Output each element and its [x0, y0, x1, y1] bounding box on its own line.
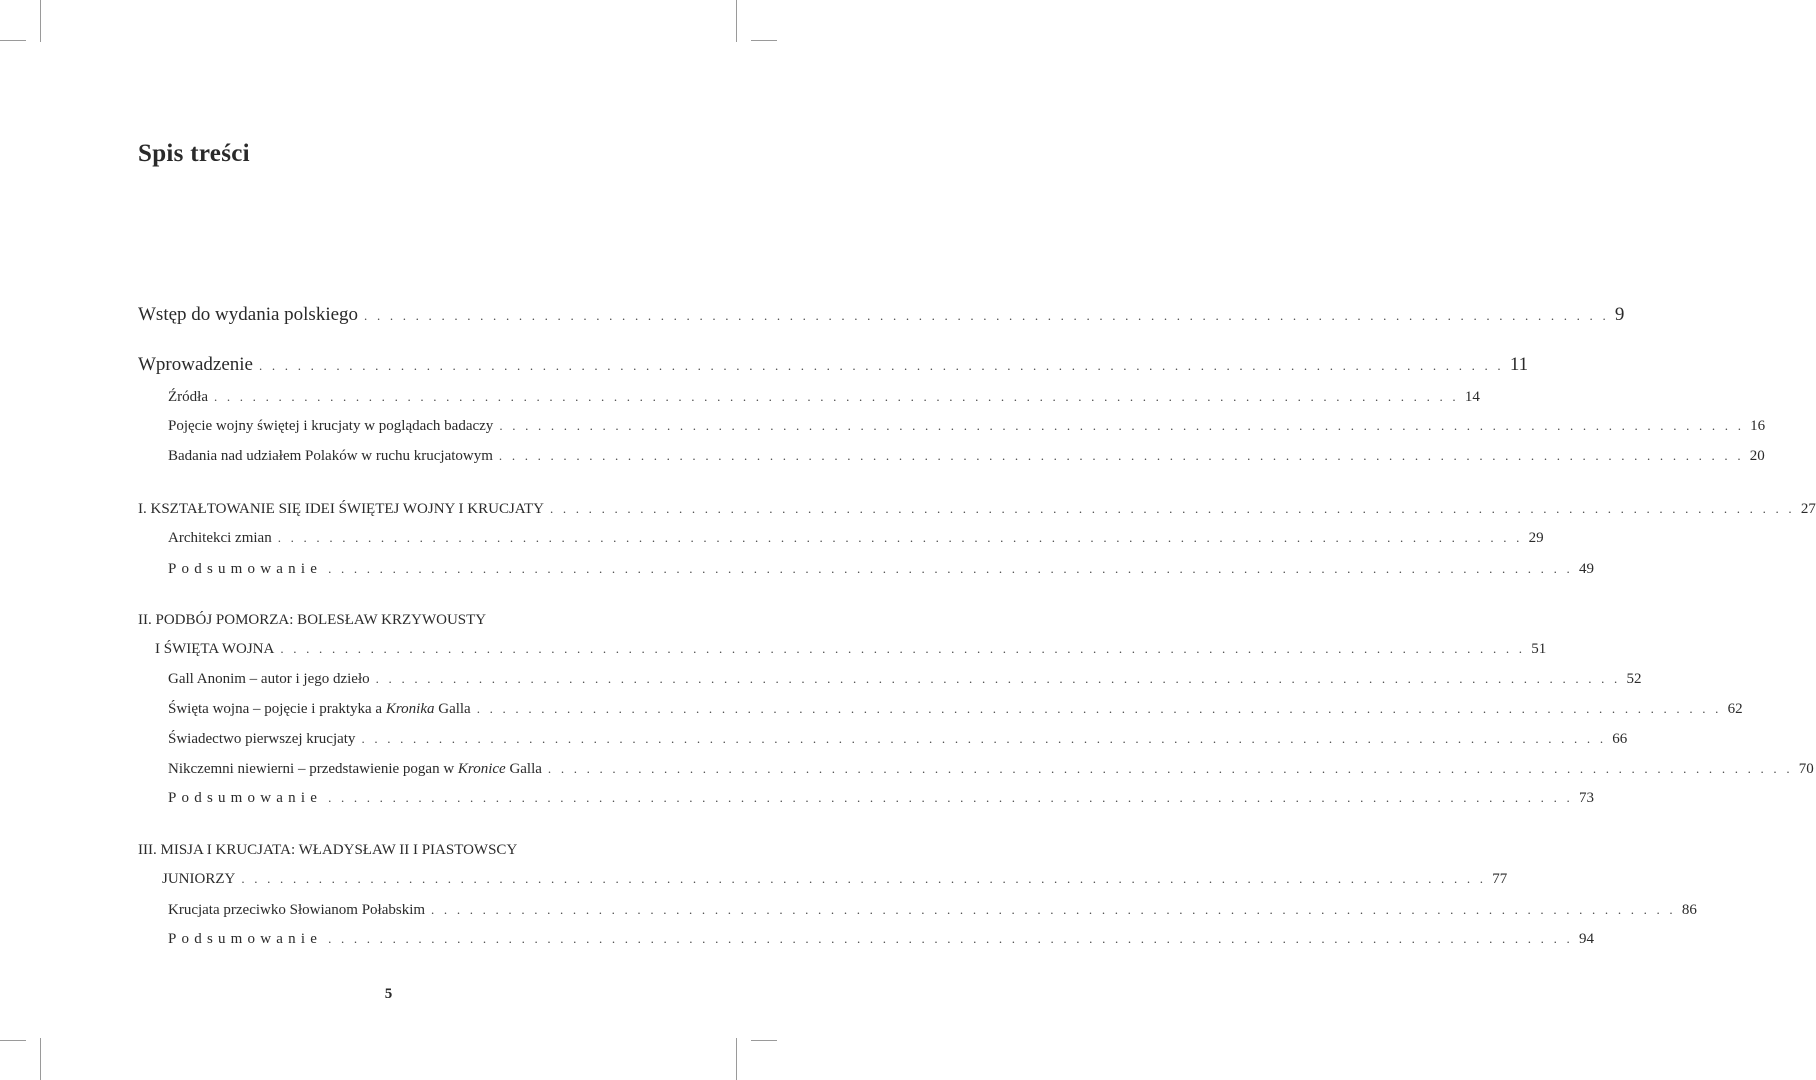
toc-entry-podsumowanie-2[interactable]	[168, 785, 1594, 811]
toc-entry-label: Podsumowanie	[168, 790, 323, 806]
toc-entry-architekci[interactable]	[168, 525, 1544, 551]
dot-leader: . . . . . . . . . . . . . . . . . . . . . . . . . . . . . . . . . . . . . . . . . . . . . . . . . . . . . . . . . . . . . . . . . . . . . . . . . . . . . . . . . . . . . . . . . . . . . . . . .	[364, 308, 1609, 323]
dot-leader: . . . . . . . . . . . . . . . . . . . . . . . . . . . . . . . . . . . . . . . . . . . . . . . . . . . . . . . . . . . . . . . . . . . . . . . . . . . . . . . . . . . . . . . . . . . . . . . . .	[547, 761, 1793, 776]
dot-leader: . . . . . . . . . . . . . . . . . . . . . . . . . . . . . . . . . . . . . . . . . . . . . . . . . . . . . . . . . . . . . . . . . . . . . . . . . . . . . . . . . . . . . . . . . . . . . . . . .	[328, 931, 1573, 946]
toc-entry-pojecie[interactable]	[168, 413, 1766, 439]
toc-chapter-3-line-1[interactable]: III. MISJA I KRUCJATA: WŁADYSŁAW II I PIASTOWSCY	[138, 842, 518, 858]
toc-entry-page: 49	[1578, 561, 1594, 577]
toc-entry-label	[168, 696, 471, 722]
toc-entry-page: 29	[1528, 530, 1544, 546]
toc-entry-page: 77	[1492, 871, 1508, 887]
dot-leader: . . . . . . . . . . . . . . . . . . . . . . . . . . . . . . . . . . . . . . . . . . . . . . . . . . . . . . . . . . . . . . . . . . . . . . . . . . . . . . . . . . . . . . . . . . . . . . . . .	[431, 902, 1676, 917]
toc-entry-label: Wstęp do wydania polskiego	[138, 304, 359, 325]
toc-entry-page: 51	[1531, 641, 1547, 657]
toc-entry-label: I ŚWIĘTA WOJNA	[155, 641, 275, 657]
toc-entry-label: Badania nad udziałem Polaków w ruchu krucjatowym	[168, 448, 493, 464]
toc-entry-page: 94	[1578, 931, 1594, 947]
toc-entry-label: Podsumowanie	[168, 561, 323, 577]
dot-leader: . . . . . . . . . . . . . . . . . . . . . . . . . . . . . . . . . . . . . . . . . . . . . . . . . . . . . . . . . . . . . . . . . . . . . . . . . . . . . . . . . . . . . . . . . . . . . . . . .	[499, 418, 1745, 433]
toc-entry-wstep[interactable]	[138, 302, 1625, 328]
toc-entry-page: 62	[1727, 701, 1743, 717]
toc-entry-podsumowanie-3[interactable]	[168, 926, 1594, 952]
dot-leader: . . . . . . . . . . . . . . . . . . . . . . . . . . . . . . . . . . . . . . . . . . . . . . . . . . . . . . . . . . . . . . . . . . . . . . . . . . . . . . . . . . . . . . . . . . . . . . . . .	[361, 731, 1607, 746]
page-number: 5	[384, 986, 393, 1002]
toc-entry-page: 16	[1750, 418, 1766, 434]
toc-label-text: Nikczemni niewierni – przedstawienie pogan w	[168, 761, 458, 777]
toc-label-italic: Kronice	[457, 761, 506, 777]
toc-entry-wprowadzenie[interactable]	[138, 352, 1529, 378]
toc-label-text: Galla	[434, 701, 471, 717]
toc-entry-label: Krucjata przeciwko Słowianom Połabskim	[168, 902, 426, 918]
dot-leader: . . . . . . . . . . . . . . . . . . . . . . . . . . . . . . . . . . . . . . . . . . . . . . . . . . . . . . . . . . . . . . . . . . . . . . . . . . . . . . . . . . . . . . . . . . . . . . . . .	[241, 871, 1487, 886]
dot-leader: . . . . . . . . . . . . . . . . . . . . . . . . . . . . . . . . . . . . . . . . . . . . . . . . . . . . . . . . . . . . . . . . . . . . . . . . . . . . . . . . . . . . . . . . . . . . . . . . .	[280, 641, 1526, 656]
toc-entry-label: Źródła	[168, 389, 208, 405]
toc-entry-page: 52	[1626, 671, 1642, 687]
toc-entry-swiadectwo[interactable]	[168, 726, 1628, 752]
toc-entry-label: Architekci zmian	[168, 530, 272, 546]
toc-entry-label: Wprowadzenie	[138, 354, 253, 375]
toc-entry-page: 70	[1798, 761, 1814, 777]
toc-entry-page: 86	[1681, 902, 1697, 918]
dot-leader: . . . . . . . . . . . . . . . . . . . . . . . . . . . . . . . . . . . . . . . . . . . . . . . . . . . . . . . . . . . . . . . . . . . . . . . . . . . . . . . . . . . . . . . . . . . . . . . . .	[498, 448, 1744, 463]
toc-entry-nikczemni[interactable]	[168, 756, 1814, 782]
toc-entry-page: 9	[1614, 304, 1625, 325]
page-title: Spis treści	[138, 140, 250, 167]
toc-entry-page: 27	[1800, 501, 1816, 517]
toc-entry-label: Podsumowanie	[168, 931, 323, 947]
toc-entry-label: Pojęcie wojny świętej i krucjaty w poglądach badaczy	[168, 418, 494, 434]
toc-entry-page: 14	[1464, 389, 1480, 405]
dot-leader: . . . . . . . . . . . . . . . . . . . . . . . . . . . . . . . . . . . . . . . . . . . . . . . . . . . . . . . . . . . . . . . . . . . . . . . . . . . . . . . . . . . . . . . . . . . . . . . . .	[259, 358, 1504, 373]
toc-entry-page: 73	[1578, 790, 1594, 806]
dot-leader: . . . . . . . . . . . . . . . . . . . . . . . . . . . . . . . . . . . . . . . . . . . . . . . . . . . . . . . . . . . . . . . . . . . . . . . . . . . . . . . . . . . . . . . . . . . . . . . . .	[328, 790, 1573, 805]
toc-chapter-2[interactable]	[155, 636, 1547, 662]
toc-entry-badania[interactable]	[168, 443, 1765, 469]
toc-entry-podsumowanie-1[interactable]	[168, 556, 1594, 582]
toc-entry-zrodla[interactable]	[168, 384, 1480, 410]
toc-entry-label: JUNIORZY	[162, 871, 236, 887]
dot-leader: . . . . . . . . . . . . . . . . . . . . . . . . . . . . . . . . . . . . . . . . . . . . . . . . . . . . . . . . . . . . . . . . . . . . . . . . . . . . . . . . . . . . . . . . . . . . . . . . .	[549, 501, 1795, 516]
dot-leader: . . . . . . . . . . . . . . . . . . . . . . . . . . . . . . . . . . . . . . . . . . . . . . . . . . . . . . . . . . . . . . . . . . . . . . . . . . . . . . . . . . . . . . . . . . . . . . . . .	[375, 671, 1621, 686]
toc-entry-page: 20	[1749, 448, 1765, 464]
toc-chapter-2-line-1[interactable]: II. PODBÓJ POMORZA: BOLESŁAW KRZYWOUSTY	[138, 612, 487, 628]
toc-entry-page: 66	[1612, 731, 1628, 747]
toc-entry-label: Świadectwo pierwszej krucjaty	[168, 731, 356, 747]
toc-entry-swieta-wojna[interactable]	[168, 696, 1743, 722]
toc-label-text: Galla	[505, 761, 542, 777]
toc-entry-gall[interactable]	[168, 666, 1642, 692]
dot-leader: . . . . . . . . . . . . . . . . . . . . . . . . . . . . . . . . . . . . . . . . . . . . . . . . . . . . . . . . . . . . . . . . . . . . . . . . . . . . . . . . . . . . . . . . . . . . . . . . .	[328, 561, 1573, 576]
toc-label-text: Święta wojna – pojęcie i praktyka a	[168, 701, 386, 717]
dot-leader: . . . . . . . . . . . . . . . . . . . . . . . . . . . . . . . . . . . . . . . . . . . . . . . . . . . . . . . . . . . . . . . . . . . . . . . . . . . . . . . . . . . . . . . . . . . . . . . . .	[476, 701, 1722, 716]
toc-chapter-1[interactable]	[138, 496, 1816, 522]
toc-entry-krucjata[interactable]	[168, 897, 1697, 923]
toc-chapter-3[interactable]	[162, 866, 1508, 892]
dot-leader: . . . . . . . . . . . . . . . . . . . . . . . . . . . . . . . . . . . . . . . . . . . . . . . . . . . . . . . . . . . . . . . . . . . . . . . . . . . . . . . . . . . . . . . . . . . . . . . . .	[213, 389, 1459, 404]
toc-entry-page: 11	[1509, 354, 1529, 375]
toc-entry-label: Gall Anonim – autor i jego dzieło	[168, 671, 370, 687]
toc-label-italic: Kronika	[385, 701, 435, 717]
toc-entry-label	[168, 756, 542, 782]
dot-leader: . . . . . . . . . . . . . . . . . . . . . . . . . . . . . . . . . . . . . . . . . . . . . . . . . . . . . . . . . . . . . . . . . . . . . . . . . . . . . . . . . . . . . . . . . . . . . . . . .	[277, 530, 1523, 545]
toc-entry-label: I. KSZTAŁTOWANIE SIĘ IDEI ŚWIĘTEJ WOJNY I KRUCJATY	[138, 501, 544, 517]
